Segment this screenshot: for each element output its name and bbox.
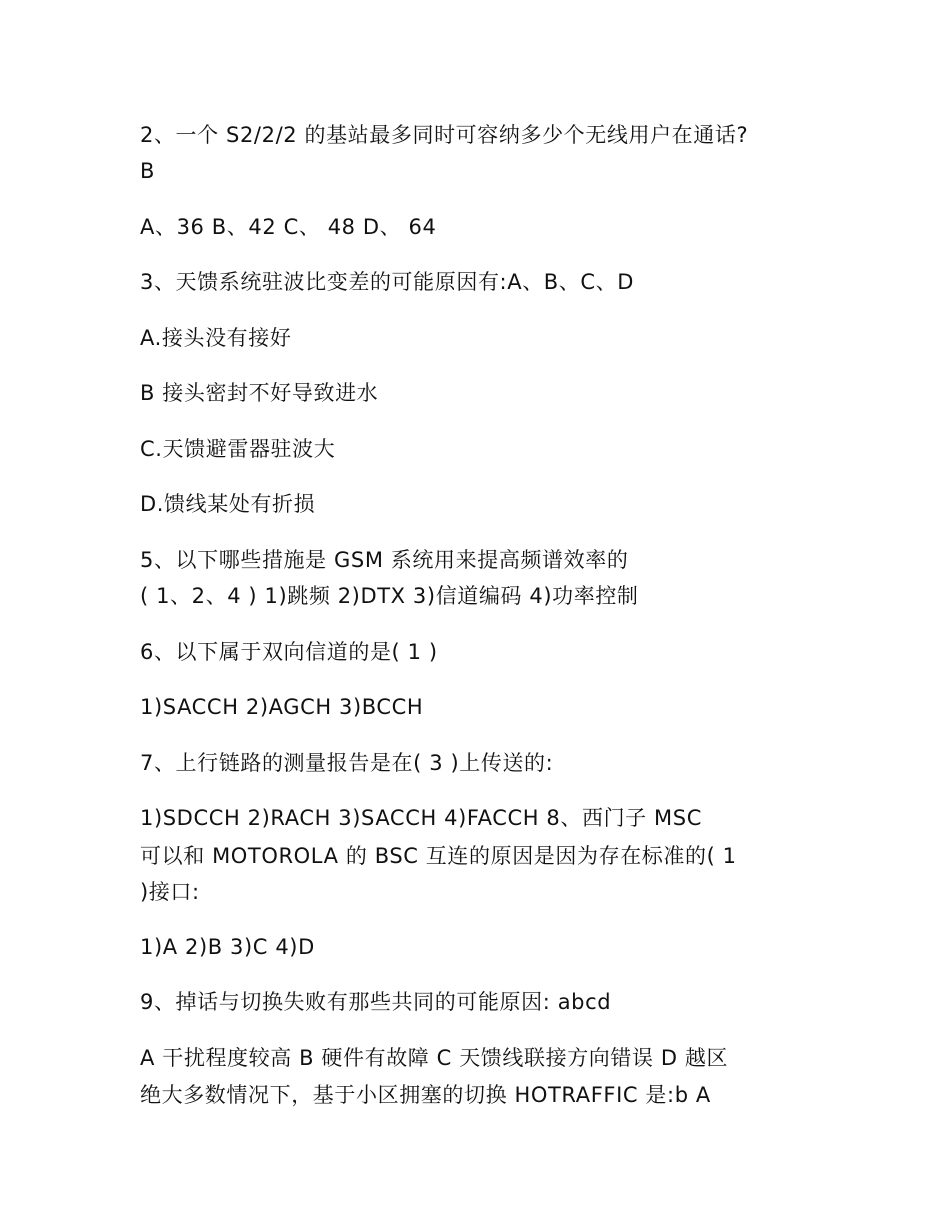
question-5-text: 5、以下哪些措施是 GSM 系统用来提高频谱效率的 xyxy=(140,548,629,572)
question-9-text: 9、掉话与切换失败有那些共同的可能原因: abcd xyxy=(140,990,612,1014)
question-7-text: 7、上行链路的测量报告是在( 3 )上传送的: xyxy=(140,751,554,775)
question-9-options: A 干扰程度较高 B 硬件有故障 C 天馈线联接方向错误 D 越区 xyxy=(140,1046,729,1070)
question-3-option-a: A.接头没有接好 xyxy=(140,326,292,350)
question-8-text-cont: )接口: xyxy=(140,880,200,904)
question-2-text: 2、一个 S2/2/2 的基站最多同时可容纳多少个无线用户在通话? xyxy=(140,123,749,147)
question-3-option-d: D.馈线某处有折损 xyxy=(140,492,316,516)
question-8-text: 可以和 MOTOROLA 的 BSC 互连的原因是因为存在标准的( 1 xyxy=(140,844,737,868)
question-5-options: ( 1、2、4 ) 1)跳频 2)DTX 3)信道编码 4)功率控制 xyxy=(140,584,639,608)
question-6-text: 6、以下属于双向信道的是( 1 ) xyxy=(140,640,438,664)
question-3-option-c: C.天馈避雷器驻波大 xyxy=(140,437,336,461)
question-2-answer: B xyxy=(140,159,156,183)
question-2-options: A、36 B、42 C、 48 D、 64 xyxy=(140,215,437,239)
question-7-options: 1)SDCCH 2)RACH 3)SACCH 4)FACCH 8、西门子 MSC xyxy=(140,806,702,830)
question-10-text: 绝大多数情况下，基于小区拥塞的切换 HOTRAFFIC 是:b A xyxy=(140,1083,711,1107)
question-8-options: 1)A 2)B 3)C 4)D xyxy=(140,935,315,959)
question-3-option-b: B 接头密封不好导致进水 xyxy=(140,381,379,405)
question-6-options: 1)SACCH 2)AGCH 3)BCCH xyxy=(140,695,424,719)
question-3-text: 3、天馈系统驻波比变差的可能原因有:A、B、C、D xyxy=(140,270,635,294)
